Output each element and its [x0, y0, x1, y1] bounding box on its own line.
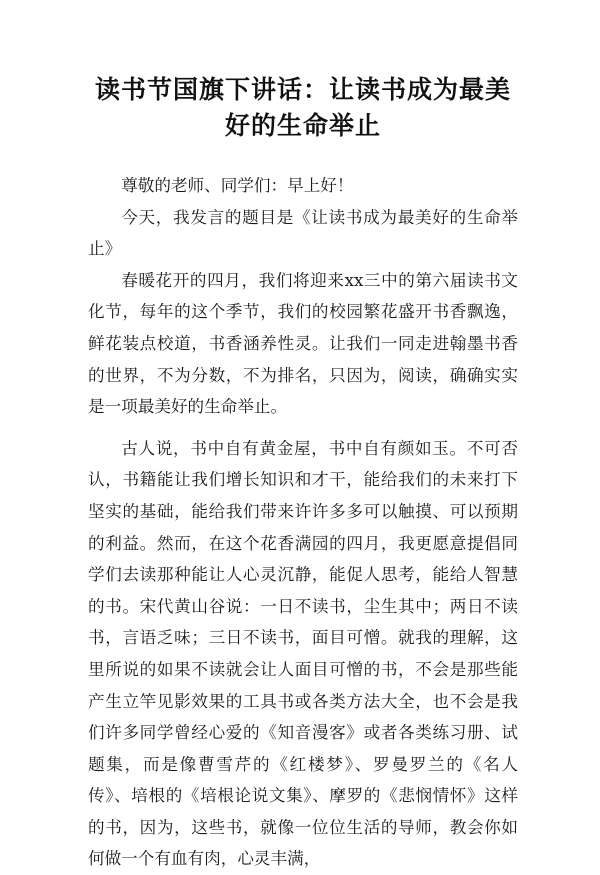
document-title: 读书节国旗下讲话：让读书成为最美好的生命举止 [94, 75, 511, 140]
reading-value-paragraph: 古人说，书中自有黄金屋，书中自有颜如玉。不可否认，书籍能让我们增长知识和才干，能给我们的未来打下坚实的基础，能给我们带来许许多多可以触摸、可以预期的利益。然而，在这个花香满园的四月，我更愿意提倡同学们去读那种能让人心灵沉静，能促人思考，能给人智慧的书。宋代黄山谷说：一日不读书，尘生其中；两日不读书，言语乏味；三日不读书，面目可憎。就我的理解，这里所说的如果不读就会让人面目可憎的书，不会是那些能产生立竿见影效果的工具书或各类方法大全，也不会是我们许多同学曾经心爱的《知音漫客》或者各类练习册、试题集，而是像曹雪芹的《红楼梦》、罗曼罗兰的《名人传》、培根的《培根论说文集》、摩罗的《悲悯情怀》这样的书，因为，这些书，就像一位位生活的导师，教会你如何做一个有血有肉，心灵丰满， [88, 438, 518, 869]
speech-topic-paragraph: 今天，我发言的题目是《让读书成为最美好的生命举止》 [88, 207, 518, 259]
document-body [88, 170, 518, 875]
greeting-paragraph: 尊敬的老师、同学们：早上好！ [121, 176, 354, 195]
reading-festival-paragraph: 春暖花开的四月，我们将迎来xx三中的第六届读书文化节，每年的这个季节，我们的校园繁花盛开书香飘逸，鲜花装点校道，书香涵养性灵。让我们一同走进翰墨书香的世界，不为分数，不为排名，只因为，阅读，确确实实是一项最美好的生命举止。 [88, 270, 518, 417]
